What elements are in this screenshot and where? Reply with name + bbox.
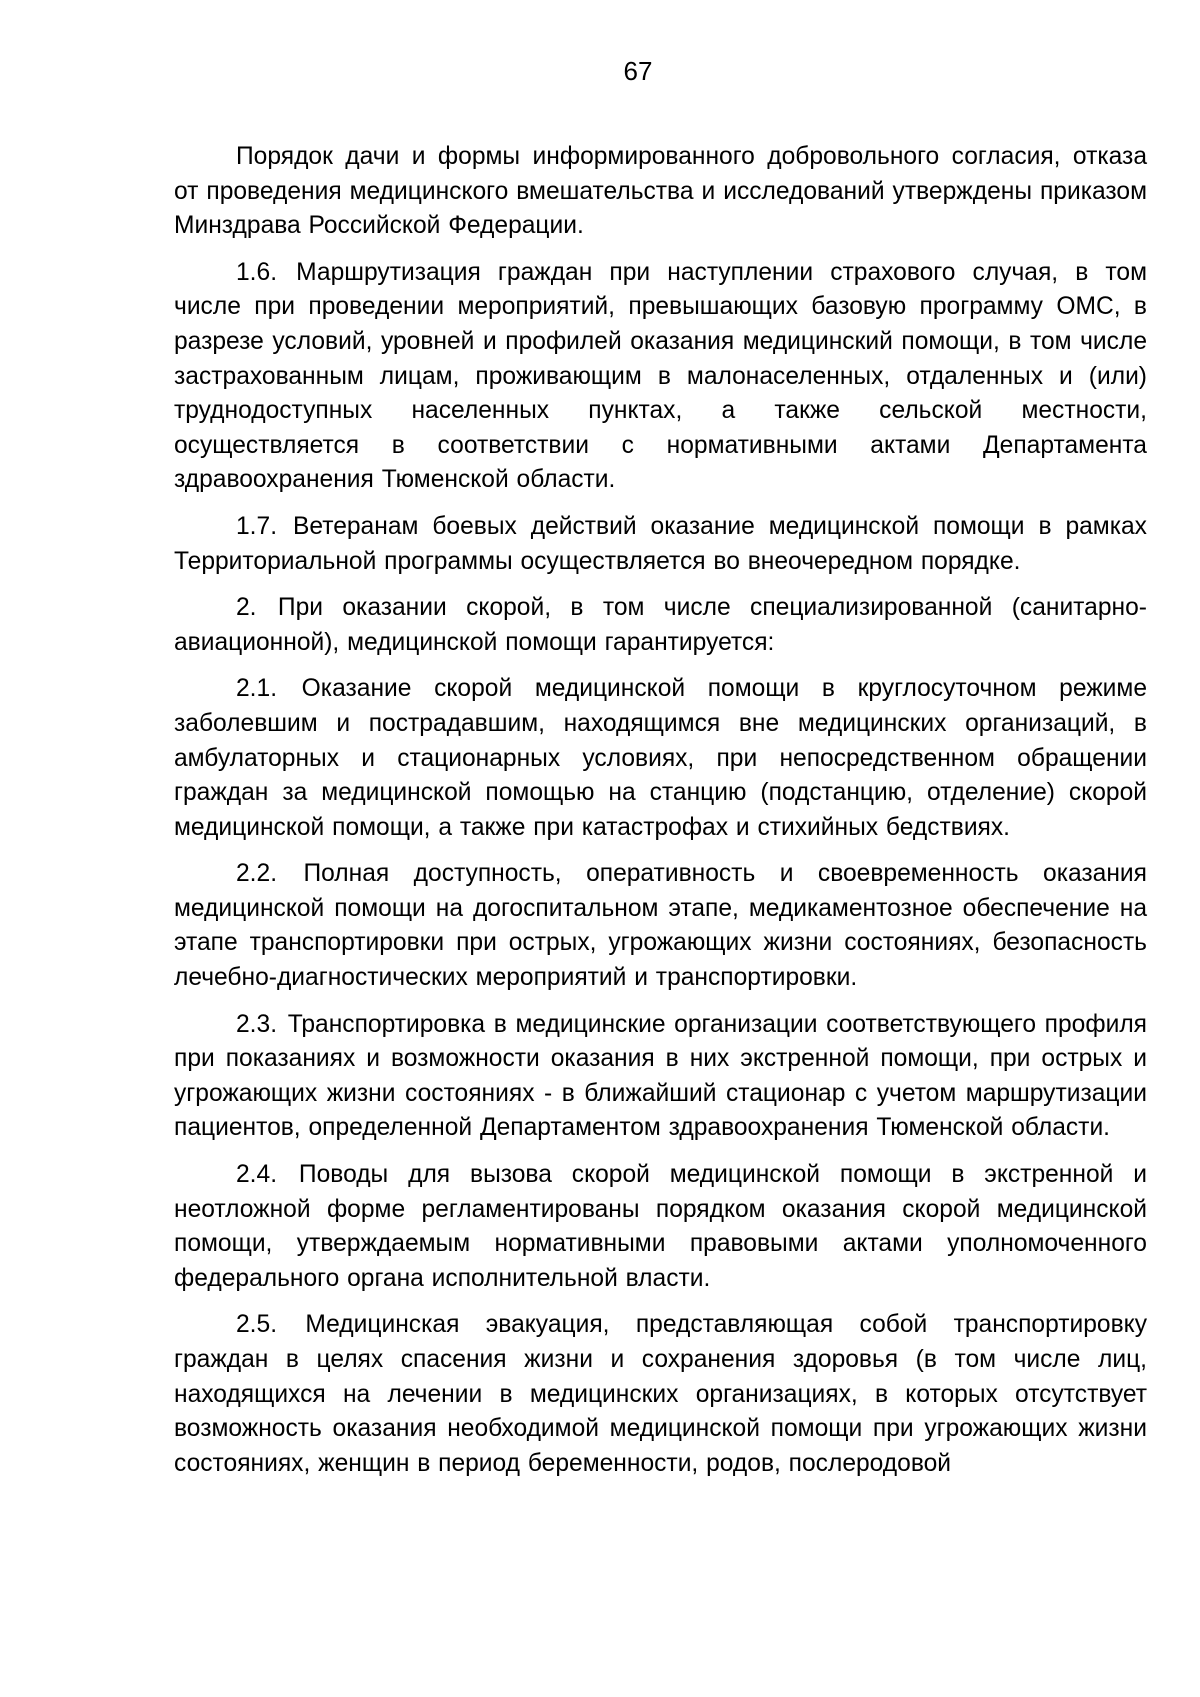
paragraph-number: 1.7. [236, 512, 278, 540]
paragraph-text: Транспортировка в медицинские организации соответствующего профиля при показаниях и возможности оказания в них экстренной помощи, при острых и угрожающих жизни состояниях - в ближайший стационар с учетом маршрутизации пациентов, определенной Департаментом здравоохранения Тюменской области. [174, 1010, 1147, 1142]
paragraph-1-7 [174, 510, 1147, 579]
paragraph-text: Медицинская эвакуация, представляющая собой транспортировку граждан в целях спасения жизни и сохранения здоровья (в том числе лиц, находящихся на лечении в медицинских организациях, в которых отсутствует возможность оказания необходимой медицинской помощи при угрожающих жизни состояниях, женщин в период беременности, родов, послеродовой [174, 1311, 1147, 1477]
paragraph-number: 2.3. [236, 1010, 278, 1038]
paragraph-text: Полная доступность, оперативность и своевременность оказания медицинской помощи на догоспитальном этапе, медикаментозное обеспечение на этапе транспортировки при острых, угрожающих жизни состояниях, безопасность лечебно-диагностических мероприятий и транспортировки. [174, 860, 1147, 992]
paragraph-2-5 [174, 1308, 1147, 1481]
paragraph-text: Оказание скорой медицинской помощи в круглосуточном режиме заболевшим и пострадавшим, находящимся вне медицинских организаций, в амбулаторных и стационарных условиях, при непосредственном обращении граждан за медицинской помощью на станцию (подстанцию, отделение) скорой медицинской помощи, а также при катастрофах и стихийных бедствиях. [174, 675, 1147, 841]
paragraph-text: Порядок дачи и формы информированного добровольного согласия, отказа от проведения медицинского вмешательства и исследований утверждены приказом Минздрава Российской Федерации. [174, 143, 1147, 240]
paragraph-text: Маршрутизация граждан при наступлении страхового случая, в том числе при проведении мероприятий, превышающих базовую программу ОМС, в разрезе условий, уровней и профилей оказания медицинский помощи, в том числе застрахованным лицам, проживающим в малонаселенных, отдаленных и (или) труднодоступных населенных пунктах, а также сельской местности, осуществляется в соответствии с нормативными актами Департамента здравоохранения Тюменской области. [174, 258, 1147, 494]
paragraph-number: 2. [236, 594, 257, 622]
paragraph-number: 1.6. [236, 258, 278, 286]
paragraph-number: 2.5. [236, 1311, 278, 1339]
paragraph-text: При оказании скорой, в том числе специализированной (санитарно-авиационной), медицинской помощи гарантируется: [174, 594, 1147, 656]
paragraph-2-2 [174, 857, 1147, 995]
paragraph-2 [174, 591, 1147, 660]
document-body [174, 140, 1147, 1493]
paragraph-text: Ветеранам боевых действий оказание медицинской помощи в рамках Территориальной программы осуществляется во внеочередном порядке. [174, 512, 1147, 575]
paragraph-number: 2.1. [236, 675, 278, 703]
paragraph-text: Поводы для вызова скорой медицинской помощи в экстренной и неотложной форме регламентированы порядком оказания скорой медицинской помощи, утверждаемым нормативными правовыми актами уполномоченного федерального органа исполнительной власти. [174, 1161, 1147, 1292]
paragraph-2-3 [174, 1008, 1147, 1146]
page-number: 67 [623, 56, 653, 86]
paragraph-1-6 [174, 256, 1147, 498]
paragraph-2-4 [174, 1158, 1147, 1296]
paragraph-consent [174, 140, 1147, 244]
paragraph-number: 2.2. [236, 860, 278, 888]
paragraph-2-1 [174, 672, 1147, 845]
paragraph-number: 2.4. [236, 1161, 278, 1189]
